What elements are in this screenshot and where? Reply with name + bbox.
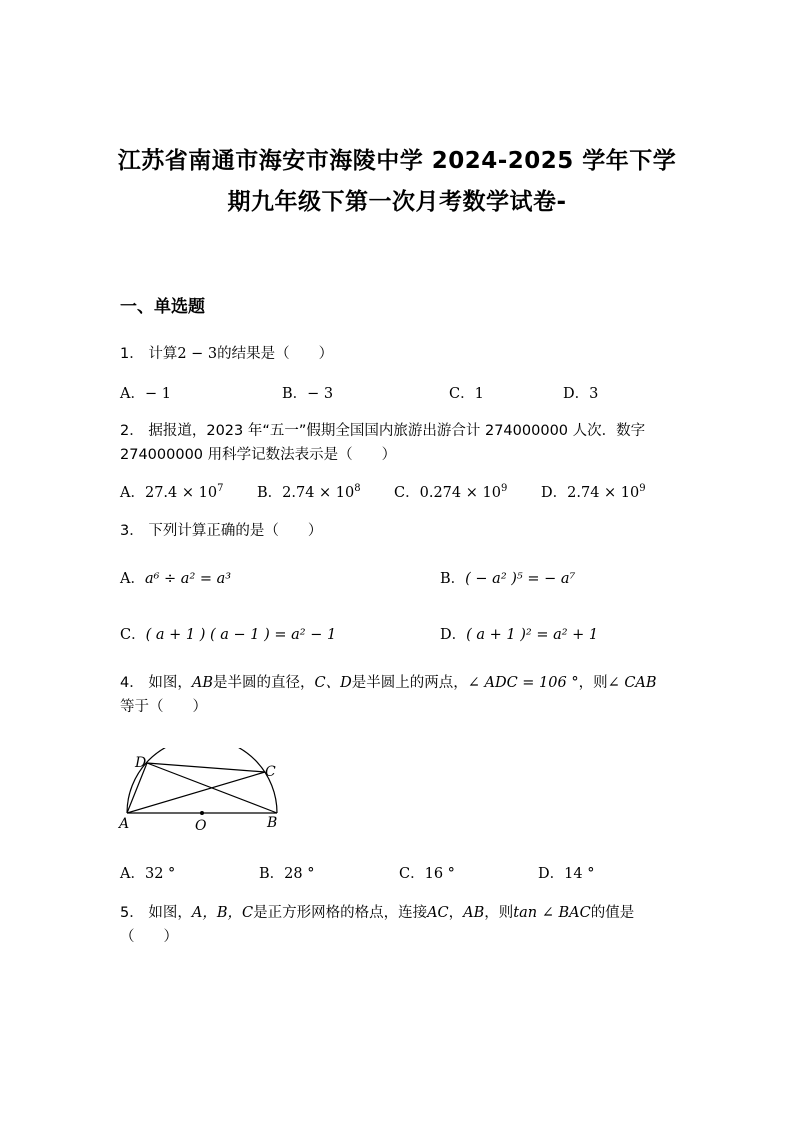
option-b[interactable] [440, 567, 575, 588]
label-o: O [195, 818, 207, 834]
option-exponent: 9 [639, 483, 646, 495]
option-d[interactable] [538, 862, 594, 883]
question-4 [120, 671, 657, 692]
option-label: A． [120, 485, 145, 501]
label-a: A [119, 816, 130, 832]
question-text: 如图， [148, 905, 192, 921]
option-c[interactable] [449, 382, 484, 403]
math-expression: 2 − 3 [177, 346, 218, 362]
semicircle-arc [127, 748, 277, 813]
question-text: ，则 [484, 905, 514, 921]
option-a[interactable] [120, 567, 231, 588]
question-3 [120, 519, 322, 540]
option-a[interactable] [120, 382, 171, 403]
option-text: ( a + 1 )² = a² + 1 [466, 627, 599, 643]
question-5-line-2: （ ） [120, 929, 178, 945]
option-exponent: 9 [500, 483, 508, 495]
option-text: 0.274 × 10 [419, 485, 501, 501]
option-c[interactable] [394, 481, 507, 502]
option-c[interactable] [120, 623, 336, 644]
option-text: 14 ° [564, 866, 595, 882]
option-text: 32 ° [144, 866, 176, 882]
option-exponent: 8 [354, 483, 361, 495]
option-text: 2.74 × 10 [567, 485, 640, 501]
option-a[interactable] [120, 862, 175, 883]
label-b: B [267, 815, 278, 831]
question-text: 是半圆的直径， [212, 675, 315, 691]
semicircle-figure [117, 748, 287, 838]
question-text: 计算 [148, 346, 178, 362]
question-number: 5． [120, 905, 144, 921]
option-label: C． [394, 485, 420, 501]
option-b[interactable] [282, 382, 333, 403]
question-1 [120, 342, 333, 363]
option-label: A． [120, 866, 145, 882]
option-label: C． [120, 627, 146, 643]
question-text: ，则 [578, 675, 608, 691]
question-4-line-2: 等于（ ） [120, 699, 207, 715]
question-text: 的值是 [590, 905, 635, 921]
question-2 [120, 419, 645, 440]
question-text: 如图， [148, 675, 192, 691]
option-c[interactable] [399, 862, 455, 883]
question-text: 下列计算正确的是（ ） [148, 523, 323, 539]
option-text: a⁶ ÷ a² = a³ [144, 571, 232, 587]
option-label: D． [541, 485, 568, 501]
option-text: 1 [474, 386, 484, 402]
option-text: − 1 [144, 386, 171, 402]
option-text: 28 ° [284, 866, 315, 882]
section-heading: 一、单选题 [120, 297, 205, 317]
question-number: 4． [120, 675, 144, 691]
question-text: 是半圆上的两点， [351, 675, 468, 691]
option-label: D． [440, 627, 467, 643]
math-symbol: AC [427, 905, 449, 921]
option-label: B． [257, 485, 283, 501]
option-b[interactable] [257, 481, 361, 502]
math-symbol: AB [463, 905, 485, 921]
label-d: D [135, 755, 147, 771]
math-expression: ∠ ADC = 106 ° [467, 675, 579, 691]
math-expression: ∠ CAB [607, 675, 657, 691]
option-d[interactable] [541, 481, 646, 502]
option-text: 27.4 × 10 [144, 485, 218, 501]
option-text: − 3 [307, 386, 334, 402]
option-label: C． [399, 866, 425, 882]
option-label: A． [120, 386, 145, 402]
chord-ac [127, 772, 265, 813]
option-d[interactable] [440, 623, 598, 644]
label-c: C [265, 764, 276, 780]
question-text: 是正方形网格的格点，连接 [253, 905, 428, 921]
option-label: B． [440, 571, 466, 587]
option-d[interactable] [563, 382, 598, 403]
question-text: 据报道，2023 年“五一”假期全国国内旅游出游合计 274000000 人次．数字 [148, 423, 646, 439]
math-symbol: A，B，C [191, 905, 254, 921]
option-label: B． [259, 866, 285, 882]
math-expression: tan ∠ BAC [513, 905, 591, 921]
option-text: ( − a² )⁵ = − a⁷ [465, 571, 576, 587]
option-text: 2.74 × 10 [282, 485, 355, 501]
option-exponent: 7 [217, 483, 224, 495]
option-label: D． [538, 866, 565, 882]
title-line-2: 期九年级下第一次月考数学试卷- [227, 189, 567, 215]
option-b[interactable] [259, 862, 314, 883]
option-a[interactable] [120, 481, 223, 502]
question-5 [120, 901, 634, 922]
math-symbol: AB [191, 675, 213, 691]
option-label: C． [449, 386, 475, 402]
math-symbol: C、D [314, 675, 352, 691]
option-label: D． [563, 386, 590, 402]
center-point [200, 811, 204, 815]
question-2-line-2: 274000000 用科学记数法表示是（ ） [120, 447, 397, 463]
option-label: A． [120, 571, 145, 587]
question-number: 3． [120, 523, 144, 539]
question-text: 的结果是（ ） [217, 346, 334, 362]
title-line-1: 江苏省南通市海安市海陵中学 2024-2025 学年下学 [117, 148, 677, 174]
option-label: B． [282, 386, 308, 402]
option-text: ( a + 1 ) ( a − 1 ) = a² − 1 [145, 627, 337, 643]
question-text: ， [448, 905, 464, 921]
option-text: 16 ° [424, 866, 455, 882]
option-text: 3 [589, 386, 599, 402]
chord-dc [147, 763, 265, 772]
question-number: 1． [120, 346, 144, 362]
question-number: 2． [120, 423, 144, 439]
